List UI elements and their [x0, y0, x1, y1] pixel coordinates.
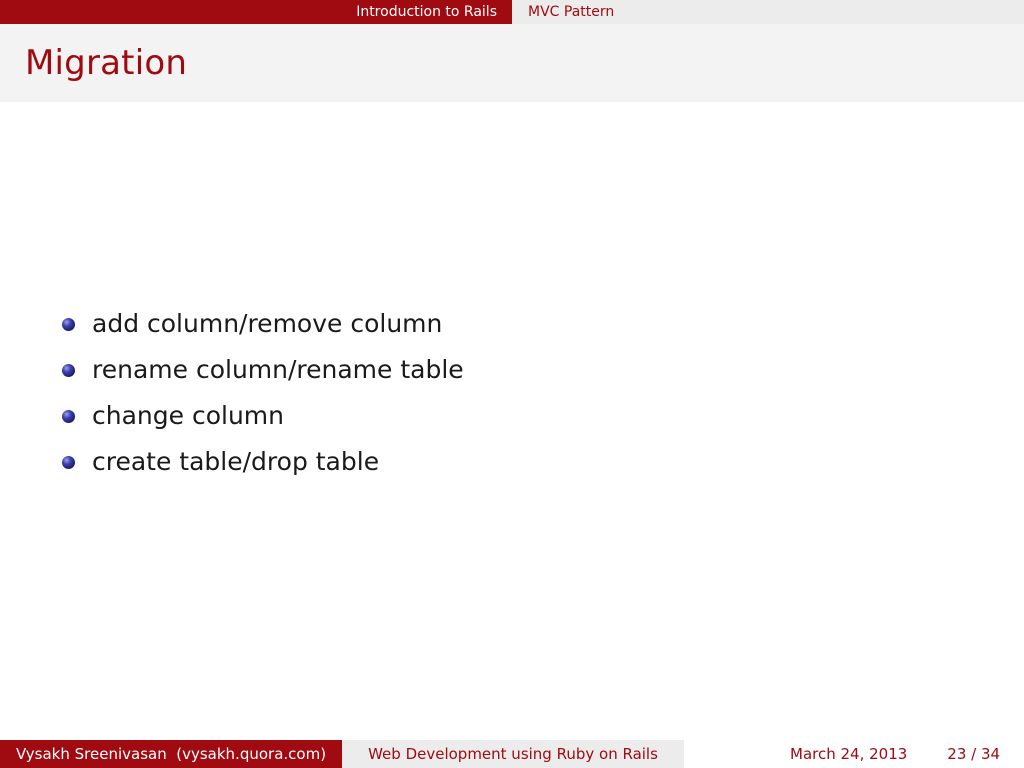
bullet-ball-icon	[62, 364, 75, 377]
list-item	[62, 438, 464, 484]
bullet-ball-icon	[62, 410, 75, 423]
footer-title	[342, 740, 684, 768]
footer	[0, 740, 1024, 768]
list-item-text: rename column/rename table	[92, 354, 464, 384]
footer-author-text: Vysakh Sreenivasan (vysakh.quora.com)	[15, 745, 327, 763]
bullet-ball-icon	[62, 318, 75, 331]
list-item	[62, 346, 464, 392]
nav-section-segment	[0, 0, 512, 24]
nav-subsection-link[interactable]: MVC Pattern	[528, 4, 615, 20]
footer-author	[0, 740, 342, 768]
footer-title-text: Web Development using Ruby on Rails	[368, 745, 658, 763]
list-item-text: create table/drop table	[92, 446, 380, 476]
footer-date: March 24, 2013	[790, 745, 908, 763]
frame-title: Migration	[25, 43, 188, 83]
bullet-ball-icon	[62, 456, 75, 469]
list-item	[62, 300, 464, 346]
list-item-text: add column/remove column	[92, 308, 443, 338]
page-number: 23 / 34	[947, 745, 1001, 763]
nav-subsection-segment	[512, 0, 1024, 24]
nav-section-link[interactable]: Introduction to Rails	[356, 4, 497, 20]
frame-title-bar	[0, 24, 1024, 102]
list-item-text: change column	[92, 400, 284, 430]
footer-info	[684, 740, 1024, 768]
bullet-list	[62, 300, 464, 484]
list-item	[62, 392, 464, 438]
navigation-bar	[0, 0, 1024, 24]
